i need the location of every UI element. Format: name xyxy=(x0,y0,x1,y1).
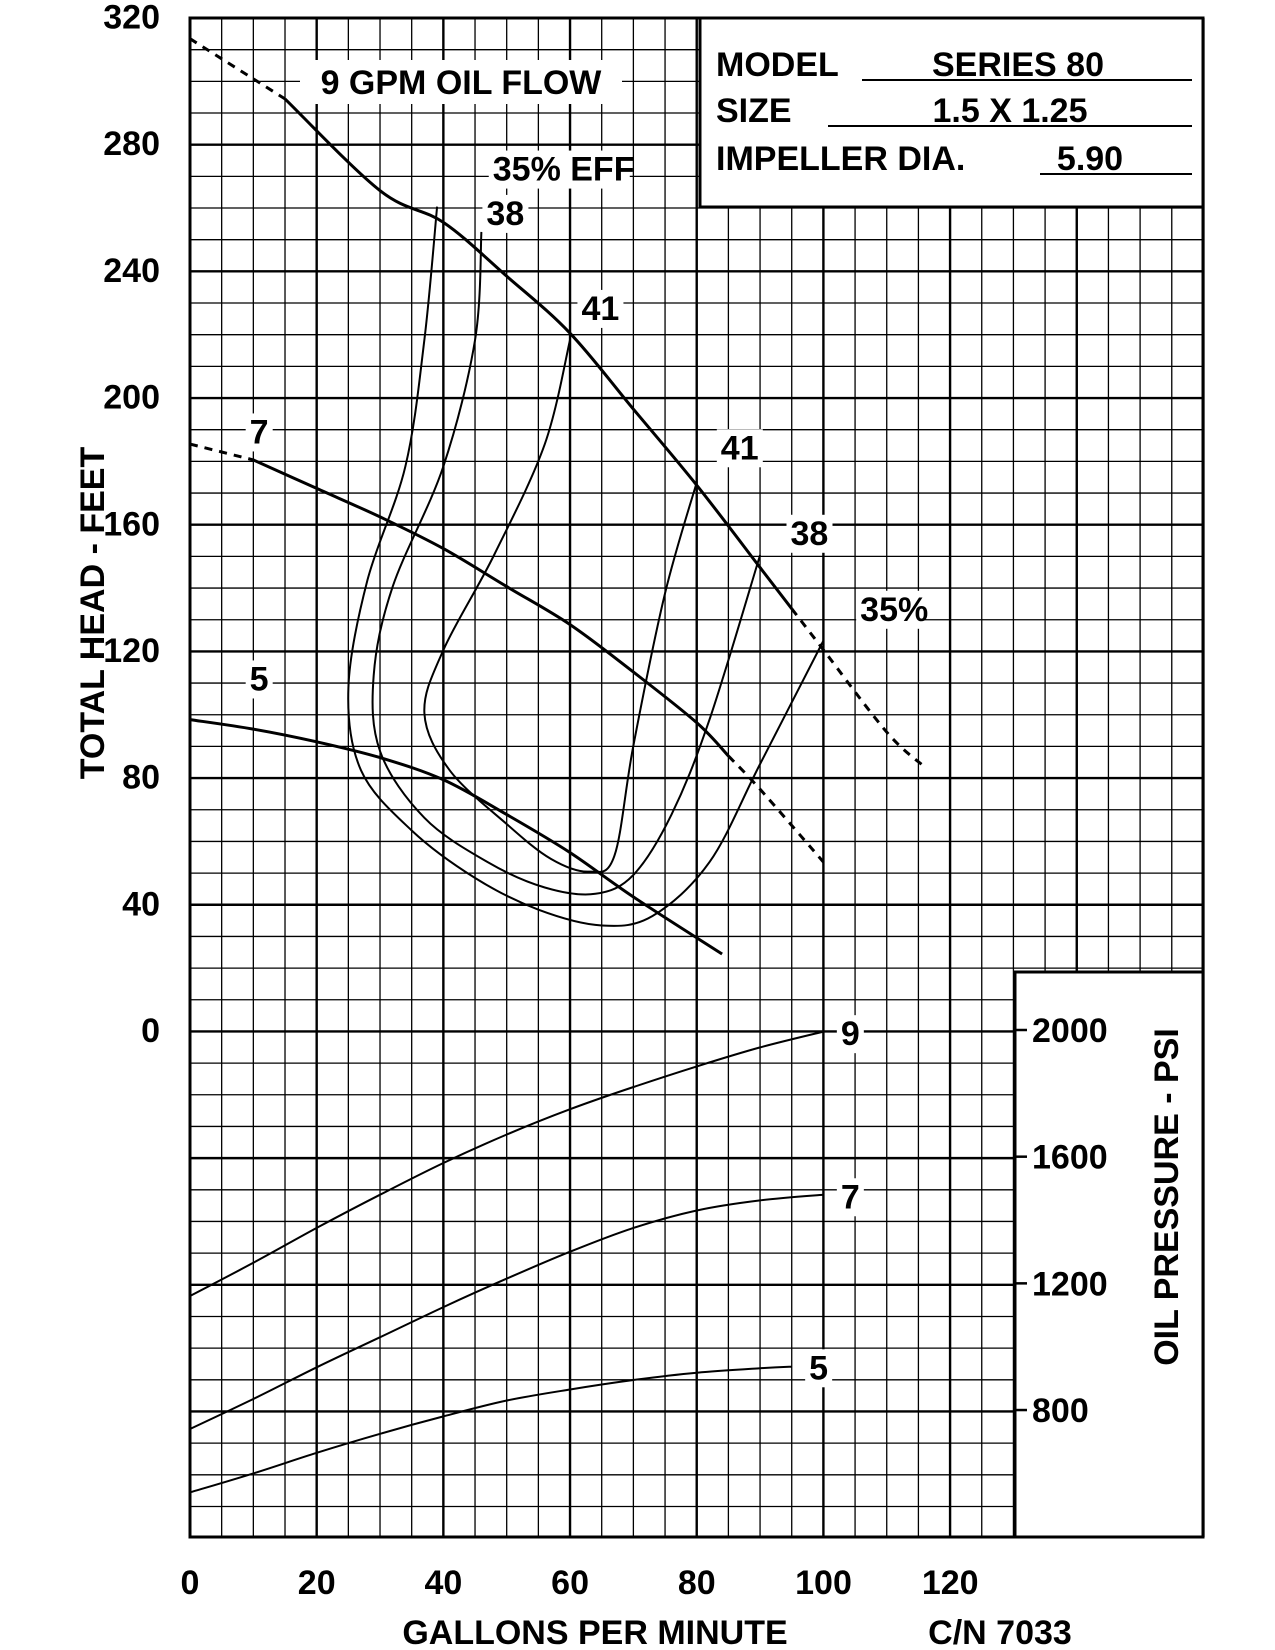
model-label: MODEL xyxy=(716,46,839,84)
efficiency-label-0: 35% EFF xyxy=(492,150,635,189)
y-left-tick-label: 80 xyxy=(122,758,160,797)
head-curve-label-7: 7 xyxy=(249,413,269,452)
efficiency-label-2: 41 xyxy=(581,289,620,328)
oil-pressure-label-5: 5 xyxy=(809,1349,829,1388)
y-right-tick-label: 2000 xyxy=(1032,1012,1108,1050)
x-tick-label: 120 xyxy=(921,1564,979,1602)
y-right-tick-label: 800 xyxy=(1032,1392,1089,1431)
model-value: SERIES 80 xyxy=(932,46,1104,84)
efficiency-label-3: 41 xyxy=(720,429,759,468)
y-right-tick-label: 1600 xyxy=(1032,1138,1108,1177)
impeller-value: 5.90 xyxy=(1056,140,1124,178)
oil-pressure-label-9: 9 xyxy=(840,1015,860,1054)
oil-pressure-label-7: 7 xyxy=(840,1178,860,1217)
y-left-tick-label: 200 xyxy=(103,378,160,417)
impeller-label: IMPELLER DIA. xyxy=(716,140,966,178)
y-right-axis-title: OIL PRESSURE - PSI xyxy=(1148,1028,1186,1366)
y-left-tick-label: 40 xyxy=(122,885,160,924)
x-tick-label: 100 xyxy=(795,1564,852,1602)
y-left-tick-label: 0 xyxy=(141,1012,160,1050)
x-tick-label: 60 xyxy=(551,1564,590,1602)
y-left-tick-label: 320 xyxy=(103,0,160,37)
y-left-axis-title: TOTAL HEAD - FEET xyxy=(74,446,112,780)
efficiency-label-1: 38 xyxy=(486,194,525,233)
x-tick-label: 40 xyxy=(424,1564,463,1602)
x-tick-label: 20 xyxy=(297,1564,336,1602)
catalog-number: C/N 7033 xyxy=(928,1614,1072,1650)
y-left-tick-label: 160 xyxy=(103,505,160,544)
y-left-tick-label: 280 xyxy=(103,125,160,164)
x-axis-title: GALLONS PER MINUTE xyxy=(402,1614,788,1650)
size-label: SIZE xyxy=(716,92,792,130)
x-tick-label: 80 xyxy=(677,1564,716,1602)
efficiency-label-5: 35% xyxy=(860,590,929,629)
y-left-tick-label: 120 xyxy=(103,631,160,670)
x-tick-label: 0 xyxy=(180,1564,200,1602)
efficiency-label-4: 38 xyxy=(790,514,829,553)
y-right-tick-label: 1200 xyxy=(1032,1265,1108,1304)
size-value: 1.5 X 1.25 xyxy=(932,92,1088,130)
head-curve-label-5: 5 xyxy=(249,660,269,699)
oil-flow-label: 9 GPM OIL FLOW xyxy=(320,64,602,102)
y-left-tick-label: 240 xyxy=(103,251,160,290)
